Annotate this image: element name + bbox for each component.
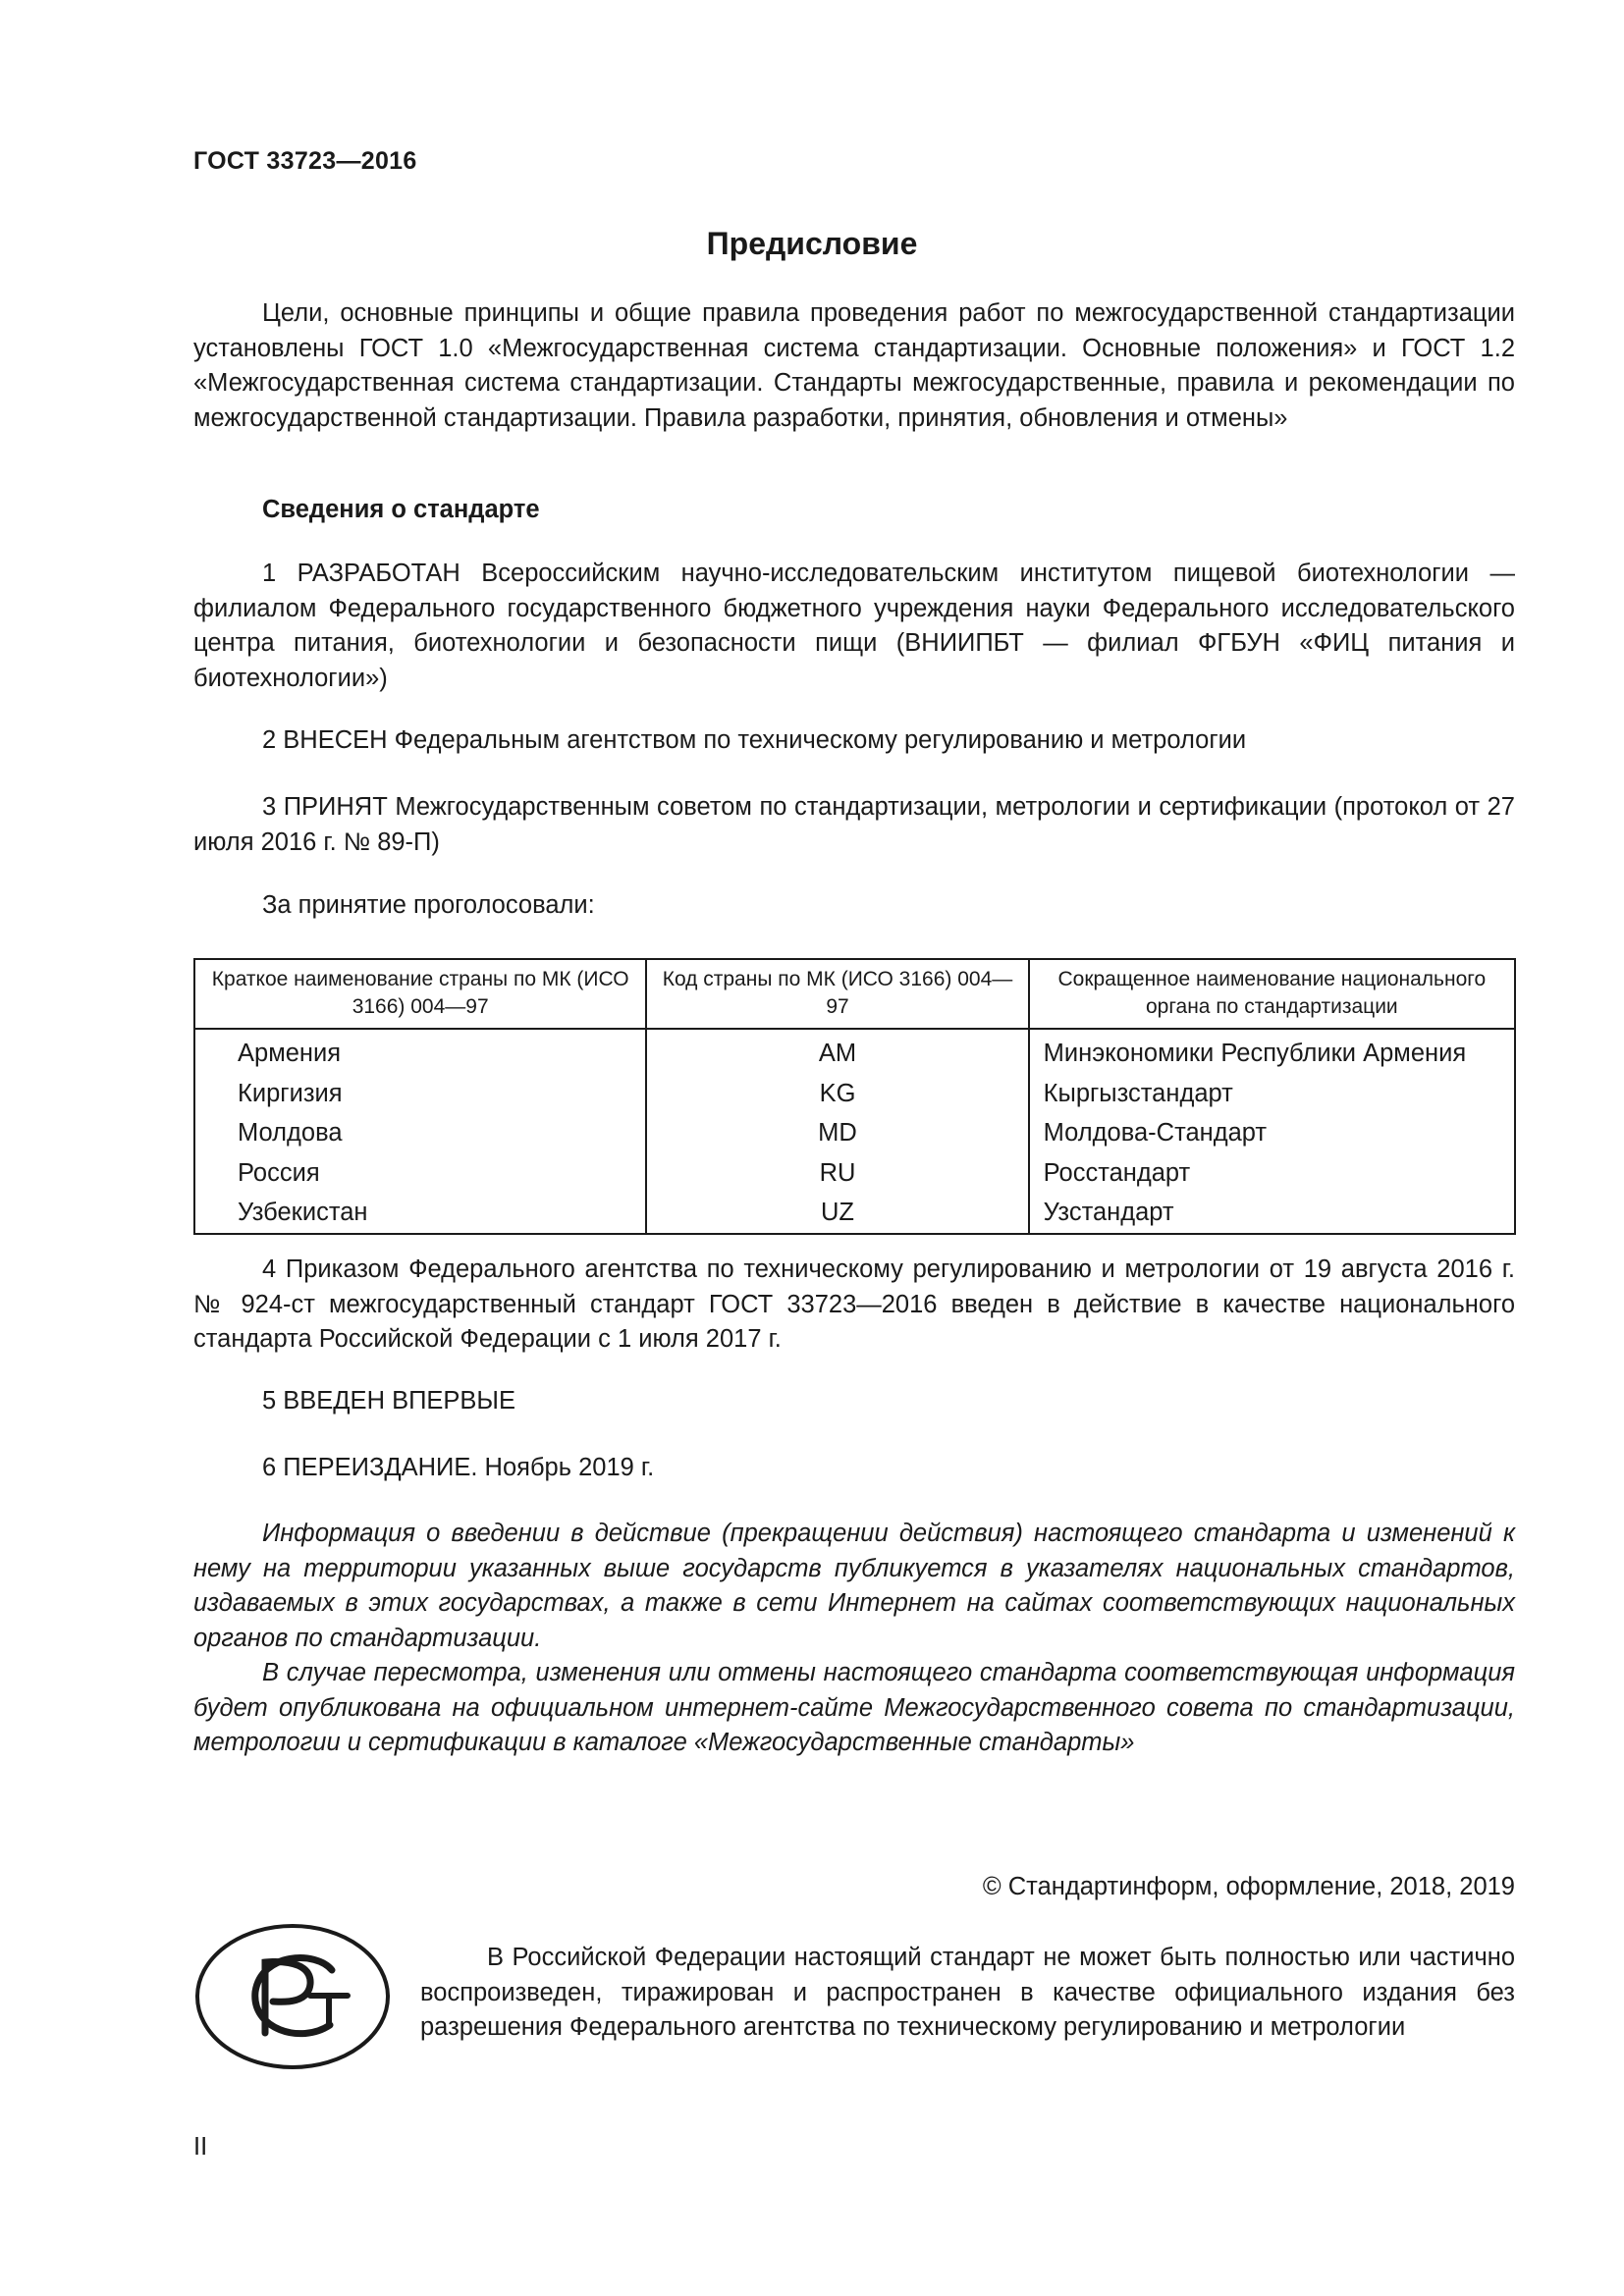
table-header-row — [194, 959, 1515, 1029]
cell-org: Молдова-Стандарт — [1029, 1113, 1515, 1153]
header-country: Краткое наименование страны по МК (ИСО 3166) 004—97 — [194, 959, 646, 1029]
cell-country: Узбекистан — [238, 1199, 368, 1227]
info-italic-1: Информация о введении в действие (прекращении действия) настоящего стандарта и изменений к нему на территории указанных выше государств публикуется в указателях национальных стандартов, издаваемых в этих государствах, а также в сети Интернет на сайтах соответствующих национальных органов по стандартизации. — [193, 1520, 1515, 1652]
copyright-line: © Стандартинформ, оформление, 2018, 2019 — [982, 1873, 1515, 1900]
table-row — [194, 1113, 1515, 1153]
page-number: II — [193, 2133, 208, 2161]
cell-code: AM — [646, 1029, 1028, 1074]
cell-country: Молдова — [238, 1119, 343, 1148]
cell-code: RU — [646, 1153, 1028, 1194]
header-org: Сокращенное наименование национального органа по стандартизации — [1029, 959, 1515, 1029]
notice-text: В Российской Федерации настоящий стандарт не может быть полностью или частично воспроизведен, тиражирован и распространен в качестве официального издания без разрешения Федерального агентства по техническому регулированию и метрологии — [420, 1944, 1515, 2041]
cell-code: KG — [646, 1074, 1028, 1114]
cell-code: UZ — [646, 1193, 1028, 1234]
info-heading: Сведения о стандарте — [262, 496, 540, 523]
cell-org: Узстандарт — [1029, 1193, 1515, 1234]
item-introduced: 2 ВНЕСЕН Федеральным агентством по техническому регулированию и метрологии — [262, 726, 1247, 754]
cell-country: Армения — [238, 1040, 342, 1068]
voted-label: За принятие проголосовали: — [262, 891, 595, 919]
cell-org: Росстандарт — [1029, 1153, 1515, 1194]
rst-logo-icon — [194, 1923, 391, 2070]
cell-country: Россия — [238, 1158, 320, 1187]
info-italic-2: В случае пересмотра, изменения или отмены настоящего стандарта соответствующая информация будет опубликована на официальном интернет-сайте Межгосударственного совета по стандартизации, метрологии и сертификации в каталоге «Межгосударственные стандарты» — [193, 1659, 1515, 1756]
page-title: Предисловие — [706, 226, 918, 261]
header-code: Код страны по МК (ИСО 3166) 004—97 — [646, 959, 1028, 1029]
cell-code: MD — [646, 1113, 1028, 1153]
cell-country: Киргизия — [238, 1079, 343, 1107]
reproduction-notice — [420, 1941, 1515, 2046]
table-row — [194, 1029, 1515, 1074]
table-row — [194, 1153, 1515, 1194]
table-row — [194, 1074, 1515, 1114]
cell-org: Кыргызстандарт — [1029, 1074, 1515, 1114]
item-adopted: 3 ПРИНЯТ Межгосударственным советом по стандартизации, метрологии и сертификации (протокол от 27 июля 2016 г. № 89-П) — [193, 793, 1515, 856]
item-reissue: 6 ПЕРЕИЗДАНИЕ. Ноябрь 2019 г. — [262, 1454, 655, 1481]
intro-paragraph: Цели, основные принципы и общие правила проведения работ по межгосударственной стандартизации установлены ГОСТ 1.0 «Межгосударственная система стандартизации. Основные положения» и ГОСТ 1.2 «Межгосударственная система стандартизации. Стандарты межгосударственные, правила и рекомендации по межгосударственной стандартизации. Правила разработки, принятия, обновления и отмены» — [193, 299, 1515, 432]
table-row — [194, 1193, 1515, 1234]
document-code: ГОСТ 33723—2016 — [193, 147, 417, 175]
item-first-introduced: 5 ВВЕДЕН ВПЕРВЫЕ — [262, 1387, 516, 1415]
item-order: 4 Приказом Федерального агентства по техническому регулированию и метрологии от 19 августа 2016 г. № 924-ст межгосударственный стандарт ГОСТ 33723—2016 введен в действие в качестве национального стандарта Российской Федерации с 1 июля 2017 г. — [193, 1255, 1515, 1353]
votes-table — [193, 958, 1516, 1235]
cell-org: Минэкономики Республики Армения — [1029, 1029, 1515, 1074]
item-developed: 1 РАЗРАБОТАН Всероссийским научно-исследовательским институтом пищевой биотехнологии — филиалом Федерального государственного бюджетного учреждения науки Федерального исследовательского центра питания, биотехнологии и безопасности пищи (ВНИИПБТ — филиал ФГБУН «ФИЦ питания и биотехнологии») — [193, 560, 1515, 692]
